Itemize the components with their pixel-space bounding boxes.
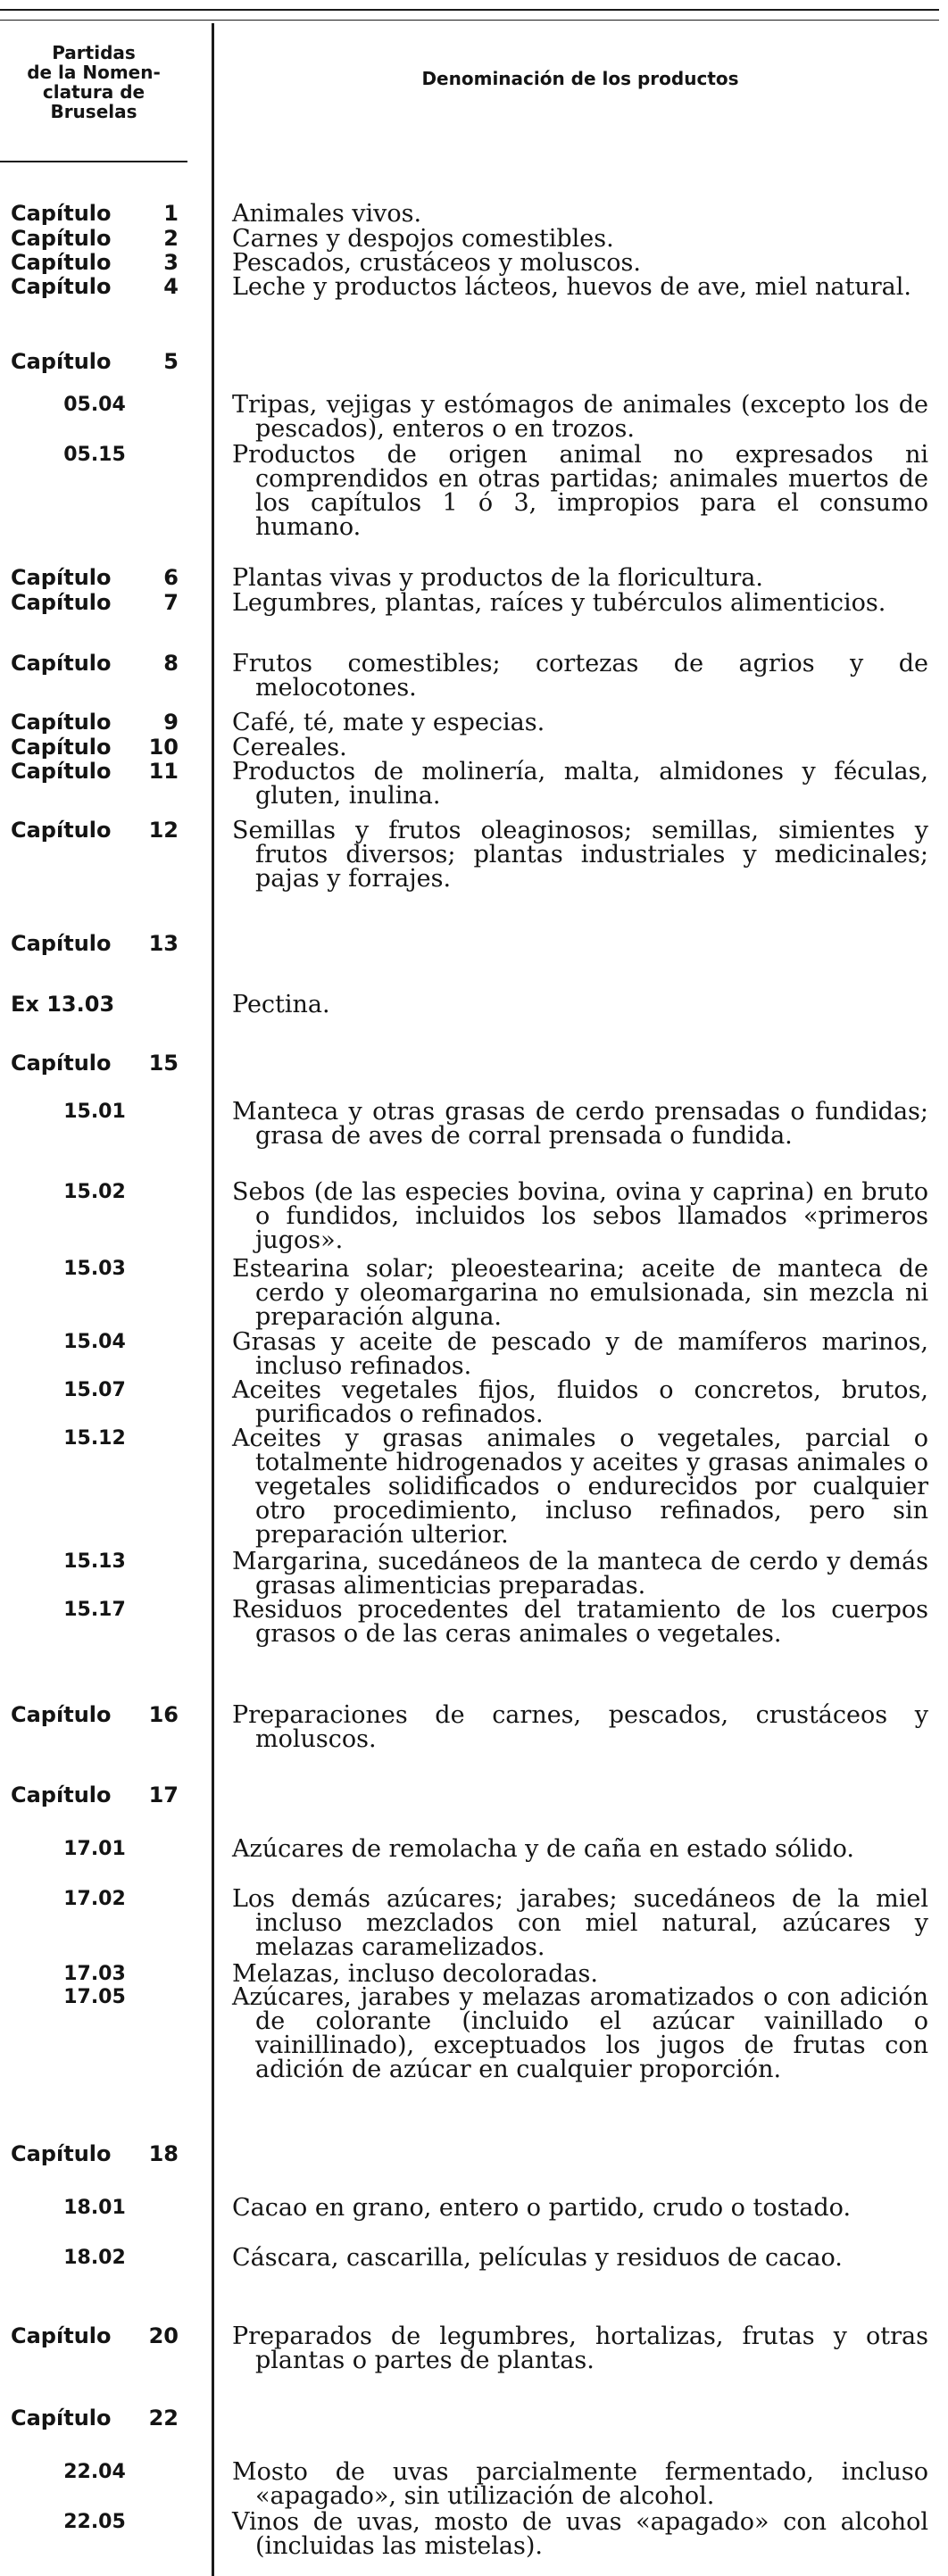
- row-description: Café, té, mate y especias.: [232, 709, 545, 736]
- top-rule: [0, 9, 939, 11]
- row-description: Cáscara, cascarilla, películas y residuos de cacao.: [232, 2244, 843, 2272]
- row-description: Preparados de legumbres, hortalizas, frutas y otras plantas o partes de plantas.: [232, 2323, 928, 2374]
- row-code: Capítulo 6: [11, 565, 179, 590]
- row-code: 15.04: [63, 1331, 126, 1353]
- row-description: Grasas y aceite de pescado y de mamíferos marinos, incluso refinados.: [232, 1328, 928, 1380]
- row-code: Capítulo 8: [11, 651, 179, 676]
- row-code: Capítulo 16: [11, 1702, 179, 1727]
- row-description: Residuos procedentes del tratamiento de los cuerpos grasos o de las ceras animales o vegetales.: [232, 1596, 928, 1648]
- row-description: Tripas, vejigas y estómagos de animales (excepto los de pescados), enteros o en trozos.: [232, 391, 928, 443]
- row-code: 18.01: [63, 2197, 126, 2219]
- row-description: Margarina, sucedáneos de la manteca de cerdo y demás grasas alimenticias preparadas.: [232, 1548, 928, 1600]
- row-description: Pescados, crustáceos y moluscos.: [232, 249, 641, 277]
- row-code: Ex 13.03: [11, 992, 115, 1017]
- row-code: Capítulo 9: [11, 710, 179, 735]
- row-description: Animales vivos.: [232, 200, 422, 228]
- row-description: Estearina solar; pleoestearina; aceite de manteca de cerdo y oleomargarina no emulsionada, sin mezcla ni preparación alguna.: [232, 1255, 928, 1331]
- row-description: Sebos (de las especies bovina, ovina y caprina) en bruto o fundidos, incluidos los sebos llamados «primeros jugos».: [232, 1178, 928, 1254]
- row-code: 17.05: [63, 1986, 126, 2008]
- row-description: Semillas y frutos oleaginosos; semillas, simientes y frutos diversos; plantas industriales y medicinales; pajas y forrajes.: [232, 817, 928, 893]
- row-code: Capítulo 5: [11, 349, 179, 374]
- row-code: 15.02: [63, 1181, 126, 1203]
- row-code: 15.03: [63, 1258, 126, 1280]
- row-description: Leche y productos lácteos, huevos de ave, miel natural.: [232, 273, 911, 301]
- row-code: Capítulo 15: [11, 1051, 179, 1076]
- row-description: Carnes y despojos comestibles.: [232, 225, 614, 253]
- row-code: 05.15: [63, 444, 126, 466]
- row-description: Aceites vegetales fijos, fluidos o concretos, brutos, purificados o refinados.: [232, 1376, 928, 1428]
- row-description: Productos de molinería, malta, almidones y féculas, gluten, inulina.: [232, 758, 928, 810]
- row-code: Capítulo 10: [11, 735, 179, 760]
- row-code: Capítulo 13: [11, 931, 179, 956]
- row-description: Los demás azúcares; jarabes; sucedáneos de la miel incluso mezclados con miel natural, azúcares y melazas caramelizados.: [232, 1885, 928, 1961]
- row-code: 15.13: [63, 1550, 126, 1573]
- row-code: Capítulo 7: [11, 590, 179, 615]
- row-description: Azúcares, jarabes y melazas aromatizados o con adición de colorante (incluido el azúcar vainillado o vainillinado), exceptuados los jugos de frutas con adición de azúcar en cualquier proporción.: [232, 1983, 928, 2083]
- column-header-denominacion: Denominación de los productos: [421, 68, 739, 89]
- row-description: Melazas, incluso decoloradas.: [232, 1960, 598, 1988]
- row-code: 15.12: [63, 1427, 126, 1450]
- row-description: Azúcares de remolacha y de caña en estado sólido.: [232, 1835, 855, 1863]
- row-code: 17.03: [63, 1963, 126, 1985]
- top-rule-thin: [0, 20, 939, 21]
- row-code: Capítulo 3: [11, 250, 179, 275]
- row-description: Cacao en grano, entero o partido, crudo o tostado.: [232, 2194, 852, 2222]
- row-code: 22.05: [63, 2511, 126, 2533]
- row-description: Preparaciones de carnes, pescados, crustáceos y moluscos.: [232, 1701, 928, 1753]
- row-description: Mosto de uvas parcialmente fermentado, incluso «apagado», sin utilización de alcohol.: [232, 2458, 928, 2510]
- row-code: Capítulo 11: [11, 759, 179, 784]
- row-description: Frutos comestibles; cortezas de agrios y de melocotones.: [232, 650, 928, 702]
- row-code: 18.02: [63, 2247, 126, 2269]
- row-code: 05.04: [63, 394, 126, 416]
- row-code: 15.01: [63, 1101, 126, 1123]
- column-header-partidas: Partidas de la Nomen- clatura de Bruselas: [27, 42, 161, 122]
- row-description: Legumbres, plantas, raíces y tubérculos alimenticios.: [232, 589, 886, 617]
- row-code: Capítulo 22: [11, 2406, 179, 2431]
- row-code: 17.02: [63, 1888, 126, 1910]
- row-code: Capítulo 12: [11, 818, 179, 843]
- header-rule: [0, 161, 187, 162]
- row-description: Productos de origen animal no expresados ni comprendidos en otras partidas; animales muertos de los capítulos 1 ó 3, impropios para el consumo humano.: [232, 441, 928, 541]
- column-divider: [212, 23, 214, 2576]
- row-code: 17.01: [63, 1838, 126, 1860]
- row-code: 15.17: [63, 1599, 126, 1621]
- row-code: Capítulo 1: [11, 201, 179, 226]
- row-description: Plantas vivas y productos de la floricultura.: [232, 564, 763, 592]
- row-description: Cereales.: [232, 734, 347, 761]
- row-description: Pectina.: [232, 991, 330, 1018]
- row-code: 22.04: [63, 2461, 126, 2483]
- row-code: Capítulo 17: [11, 1782, 179, 1807]
- row-description: Vinos de uvas, mosto de uvas «apagado» con alcohol (incluidas las mistelas).: [232, 2508, 928, 2560]
- row-description: Manteca y otras grasas de cerdo prensadas o fundidas; grasa de aves de corral prensada o fundida.: [232, 1098, 928, 1150]
- row-code: Capítulo 2: [11, 226, 179, 251]
- row-code: Capítulo 18: [11, 2141, 179, 2166]
- row-code: Capítulo 20: [11, 2323, 179, 2348]
- row-code: 15.07: [63, 1379, 126, 1401]
- row-description: Aceites y grasas animales o vegetales, parcial o totalmente hidrogenados y aceites y grasas animales o vegetales solidificados o endurecidos por cualquier otro procedimiento, incluso refinados, pero sin preparación ulterior.: [232, 1425, 928, 1549]
- row-code: Capítulo 4: [11, 274, 179, 299]
